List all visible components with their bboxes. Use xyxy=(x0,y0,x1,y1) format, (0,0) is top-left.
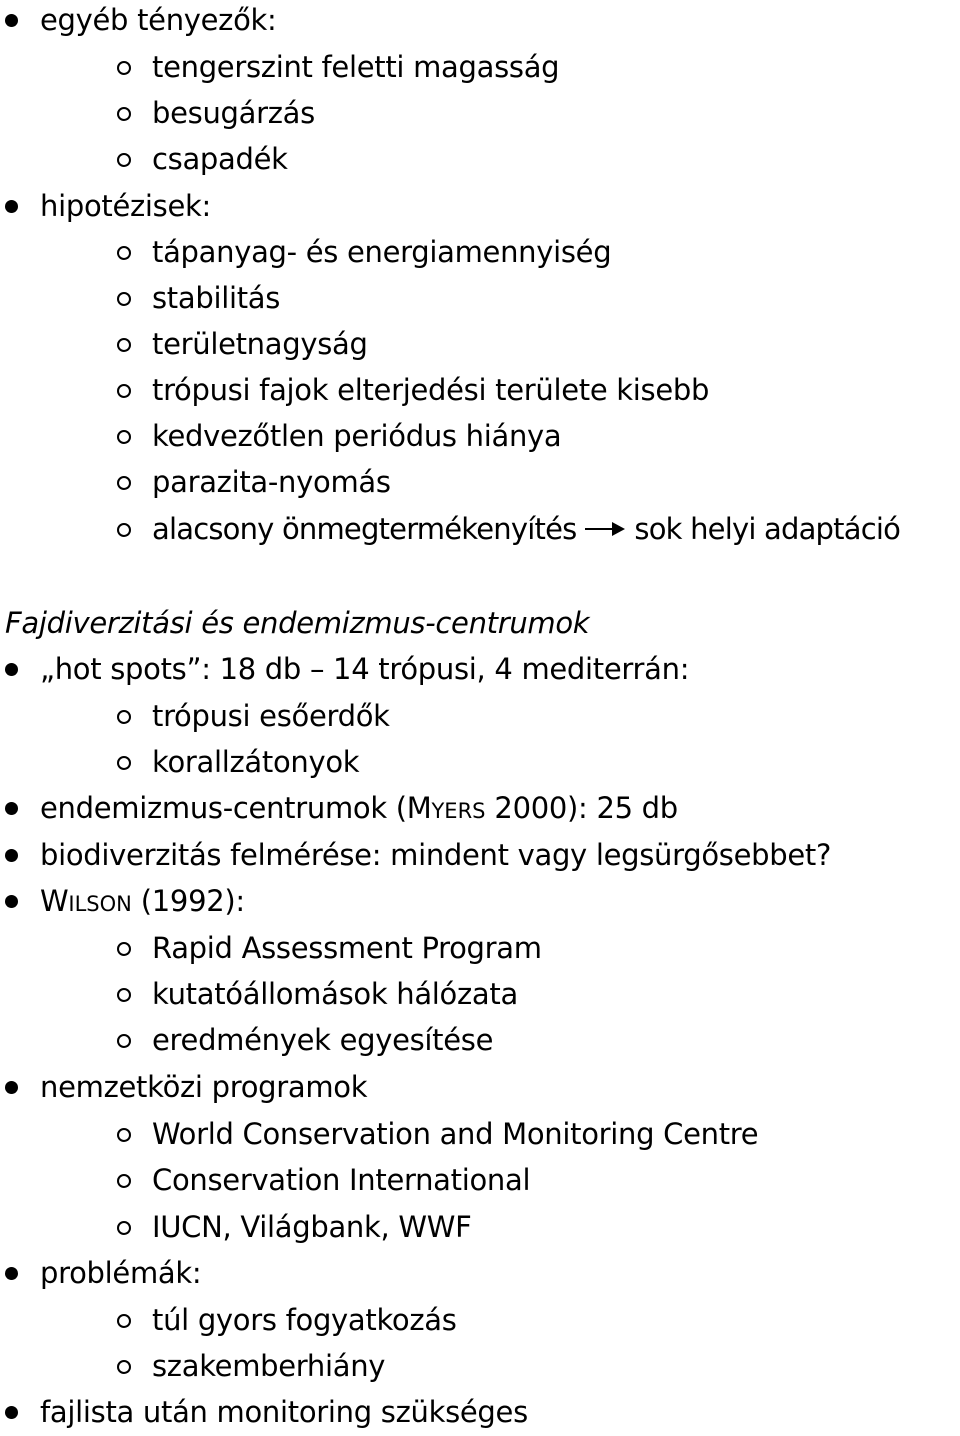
circle-bullet-icon xyxy=(117,756,131,770)
item-text: tápanyag- és energiamennyiség xyxy=(152,235,612,269)
list-item xyxy=(0,183,960,229)
circle-bullet-icon xyxy=(117,338,131,352)
sub-list-item xyxy=(0,1297,960,1343)
sub-list-item xyxy=(0,367,960,413)
sub-list-item xyxy=(0,459,960,505)
circle-bullet-icon xyxy=(117,1034,131,1048)
circle-bullet-icon xyxy=(117,107,131,121)
list-item xyxy=(0,1389,960,1435)
item-text: Rapid Assessment Program xyxy=(152,931,542,965)
item-text xyxy=(152,506,900,552)
item-text-part: W xyxy=(40,884,69,918)
sub-list-item xyxy=(0,229,960,275)
sub-list-item xyxy=(0,693,960,739)
circle-bullet-icon xyxy=(117,153,131,167)
list-item xyxy=(0,785,960,831)
sub-list-item xyxy=(0,1157,960,1203)
sub-list-item xyxy=(0,136,960,182)
item-text: Conservation International xyxy=(152,1163,531,1197)
sub-list-item xyxy=(0,925,960,971)
circle-bullet-icon xyxy=(117,61,131,75)
item-text-part: endemizmus-centrumok (M xyxy=(40,791,432,825)
item-text-right: sok helyi adaptáció xyxy=(634,512,901,546)
item-text: egyéb tényezők: xyxy=(40,3,277,37)
bullet-icon xyxy=(5,663,18,676)
section-title-text: Fajdiverzitási és endemizmus-centrumok xyxy=(5,606,590,640)
item-text: túl gyors fogyatkozás xyxy=(152,1303,457,1337)
sub-list-item xyxy=(0,413,960,459)
item-text: trópusi esőerdők xyxy=(152,699,390,733)
item-text: fajlista után monitoring szükséges xyxy=(40,1395,528,1429)
bullet-icon xyxy=(5,200,18,213)
item-text: IUCN, Világbank, WWF xyxy=(152,1210,472,1244)
list-item xyxy=(0,1250,960,1296)
item-text: tengerszint feletti magasság xyxy=(152,50,560,84)
sub-list-item xyxy=(0,1204,960,1250)
item-text xyxy=(40,878,245,927)
item-text-part: (1992): xyxy=(131,884,245,918)
circle-bullet-icon xyxy=(117,1360,131,1374)
bullet-icon xyxy=(5,895,18,908)
circle-bullet-icon xyxy=(117,1128,131,1142)
item-text: területnagyság xyxy=(152,327,368,361)
circle-bullet-icon xyxy=(117,1174,131,1188)
bullet-icon xyxy=(5,849,18,862)
circle-bullet-icon xyxy=(117,292,131,306)
item-text: korallzátonyok xyxy=(152,745,360,779)
section-title xyxy=(0,600,960,646)
item-text-part: 2000): 25 db xyxy=(485,791,678,825)
item-text: kutatóállomások hálózata xyxy=(152,977,518,1011)
item-text: besugárzás xyxy=(152,96,315,130)
circle-bullet-icon xyxy=(117,710,131,724)
list-item xyxy=(0,832,960,878)
sub-list-item xyxy=(0,1017,960,1063)
circle-bullet-icon xyxy=(117,523,131,537)
item-text: biodiverzitás felmérése: mindent vagy legsürgősebbet? xyxy=(40,838,832,872)
circle-bullet-icon xyxy=(117,942,131,956)
sub-list-item xyxy=(0,1111,960,1157)
circle-bullet-icon xyxy=(117,1314,131,1328)
bullet-icon xyxy=(5,14,18,27)
bullet-icon xyxy=(5,1081,18,1094)
circle-bullet-icon xyxy=(117,476,131,490)
circle-bullet-icon xyxy=(117,430,131,444)
circle-bullet-icon xyxy=(117,246,131,260)
circle-bullet-icon xyxy=(117,988,131,1002)
sub-list-item xyxy=(0,971,960,1017)
item-text: csapadék xyxy=(152,142,288,176)
small-caps-text: ILSON xyxy=(68,892,132,916)
list-item xyxy=(0,646,960,692)
item-text: trópusi fajok elterjedési területe kisebb xyxy=(152,373,710,407)
sub-list-item xyxy=(0,1343,960,1389)
sub-list-item xyxy=(0,44,960,90)
sub-list-item xyxy=(0,506,960,552)
bullet-icon xyxy=(5,1267,18,1280)
list-item xyxy=(0,878,960,924)
item-text: eredmények egyesítése xyxy=(152,1023,494,1057)
item-text: stabilitás xyxy=(152,281,281,315)
item-text xyxy=(40,785,678,834)
item-text: hipotézisek: xyxy=(40,189,211,223)
bullet-icon xyxy=(5,802,18,815)
bullet-icon xyxy=(5,1406,18,1419)
item-text: World Conservation and Monitoring Centre xyxy=(152,1117,759,1151)
item-text: „hot spots”: 18 db – 14 trópusi, 4 mediterrán: xyxy=(40,652,690,686)
item-text: szakemberhiány xyxy=(152,1349,386,1383)
list-item xyxy=(0,0,960,43)
right-arrow-icon xyxy=(584,519,626,539)
circle-bullet-icon xyxy=(117,384,131,398)
list-item xyxy=(0,1064,960,1110)
sub-list-item xyxy=(0,321,960,367)
item-text: kedvezőtlen periódus hiánya xyxy=(152,419,562,453)
circle-bullet-icon xyxy=(117,1221,131,1235)
item-text: problémák: xyxy=(40,1256,202,1290)
sub-list-item xyxy=(0,90,960,136)
small-caps-text: YERS xyxy=(431,799,486,823)
item-text: parazita-nyomás xyxy=(152,465,391,499)
item-text: nemzetközi programok xyxy=(40,1070,368,1104)
sub-list-item xyxy=(0,739,960,785)
sub-list-item xyxy=(0,275,960,321)
item-text-left: alacsony önmegtermékenyítés xyxy=(152,512,577,546)
